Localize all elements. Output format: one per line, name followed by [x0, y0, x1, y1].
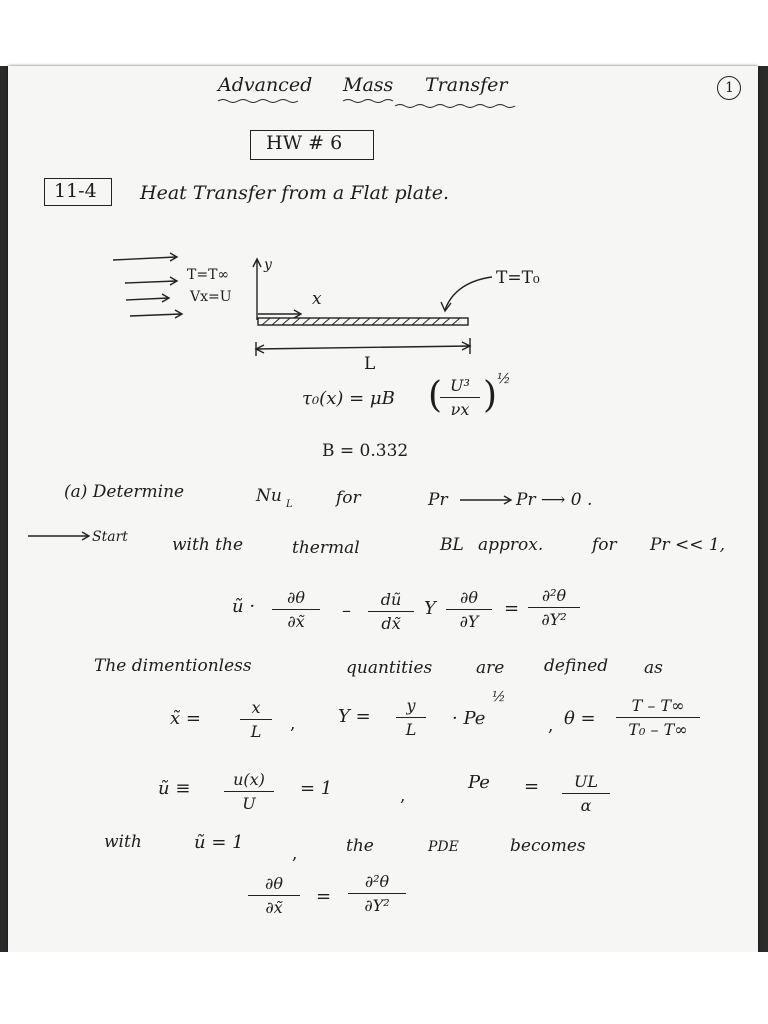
with-condition: ũ = 1 [194, 832, 244, 853]
shear-equation-lhs: τ₀(x) = μB [302, 388, 395, 409]
def-pe-equals: = [524, 776, 540, 797]
start-word-with-the: with the [172, 535, 244, 555]
shear-paren-open: ( [428, 375, 443, 416]
pde2-rhs-den: ∂Y² [364, 896, 390, 915]
nusselt-subscript: L [286, 499, 293, 510]
def-u-den: U [242, 794, 256, 813]
def-x-lhs: x̃ = [170, 708, 201, 729]
part-a-condition-pr: Pr [428, 490, 448, 510]
start-label: Start [92, 529, 128, 545]
pde1-minus: – [342, 600, 351, 621]
with-pde: PDE [428, 839, 459, 855]
title-squiggle-1 [218, 100, 298, 103]
flow-arrow-3 [126, 298, 168, 300]
def-pe-num: UL [562, 774, 610, 794]
free-stream-temp: T=T∞ [187, 267, 230, 283]
start-word-pr-condition: Pr << 1, [650, 535, 726, 555]
pde1-term2-num: dũ [368, 592, 414, 612]
def-theta-lhs: θ = [564, 708, 596, 729]
free-stream-velocity: Vx=U [190, 289, 232, 305]
pde2-lhs-num: ∂θ [248, 876, 300, 896]
def-pe-lhs: Pe [468, 772, 490, 793]
pde1-equals: = [504, 598, 520, 619]
part-a-for: for [336, 488, 361, 508]
pde1-term2-den: dx̃ [381, 614, 401, 633]
def-theta-den: T₀ – T∞ [628, 720, 688, 739]
y-axis-label: y [264, 257, 272, 273]
pde1-term1-den: ∂x̃ [287, 612, 305, 631]
shear-paren-close: ) [483, 375, 498, 416]
pde1-u-tilde: ũ · [232, 596, 256, 617]
shear-fraction-num: U³ [440, 378, 480, 398]
title-word-transfer: Transfer [425, 74, 508, 96]
pde1-term1-num: ∂θ [272, 590, 320, 610]
pde1-y: Y [424, 598, 436, 619]
pde2-lhs-den: ∂x̃ [265, 898, 283, 917]
start-word-thermal: thermal [292, 538, 360, 558]
def-comma-3: , [400, 786, 406, 806]
def-pe-frac [562, 774, 610, 814]
start-word-for: for [592, 535, 617, 555]
pde2-rhs [348, 874, 406, 914]
title-word-advanced: Advanced [218, 74, 313, 96]
def-x-frac [240, 700, 272, 740]
dimless-word-3: are [476, 658, 505, 678]
start-word-approx: approx. [478, 535, 544, 555]
pde2-rhs-num: ∂²θ [348, 874, 406, 894]
def-y-frac [396, 698, 426, 738]
b-value: B = 0.332 [322, 441, 409, 461]
pde1-term1 [272, 590, 320, 630]
pde1-term3 [446, 590, 492, 630]
with-the: the [346, 836, 374, 856]
length-dimension [256, 346, 470, 349]
with-comma: , [292, 844, 298, 864]
part-a-label: (a) Determine [64, 482, 185, 502]
shear-fraction-den: νx [450, 400, 470, 419]
flow-arrow-4 [130, 314, 181, 316]
def-x-den: L [250, 722, 262, 741]
dimless-word-1: The dimentionless [94, 656, 252, 676]
def-u-frac [224, 772, 274, 812]
def-u-lhs: ũ ≡ [158, 778, 191, 799]
with-becomes: becomes [510, 836, 586, 856]
flow-arrow-2 [125, 281, 176, 283]
def-pe-factor: · Pe [452, 708, 486, 729]
pde2-equals: = [316, 886, 332, 907]
title-squiggle-3 [395, 105, 515, 108]
def-theta-frac [616, 698, 700, 738]
pde1-term3-num: ∂θ [446, 590, 492, 610]
def-u-equals-one: = 1 [300, 778, 333, 799]
with-word: with [104, 832, 142, 852]
pde1-term4-num: ∂²θ [528, 588, 580, 608]
problem-number: 11-4 [54, 180, 97, 202]
page-number: 1 [725, 80, 734, 96]
title-squiggle-2 [343, 100, 393, 103]
def-u-num: u(x) [224, 772, 274, 792]
shear-exponent: ½ [497, 371, 511, 387]
wall-temp-pointer [445, 277, 492, 310]
dimless-word-4: defined [544, 656, 609, 676]
def-pe-den: α [580, 796, 592, 815]
dimless-word-2: quantities [346, 658, 433, 678]
def-comma-2: , [548, 716, 554, 736]
part-a-condition: Pr ⟶ 0 . [516, 490, 593, 510]
def-theta-num: T – T∞ [616, 698, 700, 718]
pde2-lhs [248, 876, 300, 916]
def-comma-1: , [290, 714, 296, 734]
def-pe-exponent: ½ [492, 689, 506, 705]
start-word-bl: BL [440, 535, 464, 555]
problem-title: Heat Transfer from a Flat plate. [140, 182, 450, 204]
pde1-term2 [368, 592, 414, 632]
wall-temp: T=T₀ [496, 268, 540, 288]
pde1-term3-den: ∂Y [459, 612, 479, 631]
title-word-mass: Mass [343, 74, 394, 96]
length-label: L [364, 354, 376, 374]
def-y-num: y [396, 698, 426, 718]
dimless-word-5: as [644, 658, 663, 678]
def-x-num: x [240, 700, 272, 720]
def-y-den: L [405, 720, 417, 739]
flow-arrow-1 [113, 257, 176, 260]
pde1-term4 [528, 588, 580, 628]
nusselt-symbol: Nu [256, 486, 282, 506]
def-y-lhs: Y = [338, 706, 371, 727]
hw-label: HW # 6 [266, 132, 343, 154]
pde1-term4-den: ∂Y² [541, 610, 567, 629]
x-axis-label: x [312, 289, 322, 309]
